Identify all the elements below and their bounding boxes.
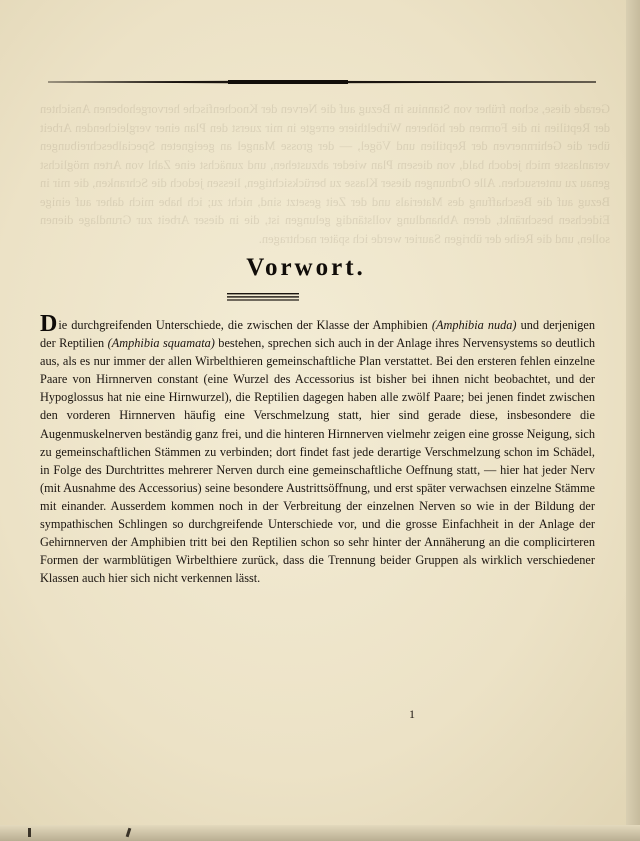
page-number: 1 [409, 707, 415, 721]
body-lead: ie durchgreifenden Unterschiede, die zwischen der Klasse der Amphibien [58, 318, 432, 332]
body-mid: und derjenigen der Reptilien [40, 318, 595, 351]
top-decorative-rule [48, 80, 596, 84]
latin-term-amphibia-nuda: (Amphibia nuda) [431, 318, 517, 332]
drop-cap: D [40, 311, 58, 337]
scan-mark [28, 828, 31, 837]
page-edge-bottom [0, 825, 640, 841]
body-rest: bestehen, sprechen sich auch in der Anlage ihres Nervensystems so deutlich aus, als es nur immer der allen Wirbelthieren gemeinschaftliche Plan verstattet. Bei den ersteren fehlen einzelne Paare von Hirnnerven constant (eine Wurzel des Accessorius ist bisher bei ihnen nicht beobachtet, und der Hypoglossus hat nie eine Hirnwurzel), die Reptilien dagegen haben alle zwölf Paare; bei jenen findet zwischen den vorderen Hirnnerven häufig eine Verschmelzung statt, hier sind gerade diese, insbesondere die Augenmuskelnerven beständig ganz frei, und die hinteren Hirnnerven vielmehr zeigen eine grosse Neigung, sich zu gemeinschaftlichen Stämmen zu verbinden; dort findet fast jede derartige Verschmelzung schon im Schädel, in Folge des Durchtrittes mehrerer Nerven durch eine gemeinschaftliche Oeffnung statt, — hier hat jeder Nerv (mit Ausnahme des Accessorius) seine besondere Austrittsöffnung, und erst später verwachsen einzelne Stämme mit einander. Ausserdem kommen noch in der Verbreitung der einzelnen Nerven so wie in der Bildung der sympathischen Schlingen so durchgreifende Unterschiede vor, und die grosse Einfachheit in der Anlage der Gehirnnerven der Amphibien tritt bei den Reptilien schon so sehr hinter der Annäherung an die complicirteren Formen der warmblütigen Wirbelthiere zurück, dass die Trennung beider Gruppen als wirklich verschiedener Klassen auch hier sich nicht verkennen lässt. [40, 336, 595, 586]
preface-paragraph [40, 311, 595, 587]
page-edge-right [626, 0, 640, 841]
title-double-rule [227, 293, 299, 301]
latin-term-amphibia-squamata: (Amphibia squamata) [107, 336, 215, 351]
page-title: Vorwort. [246, 254, 366, 281]
show-through-text: Gerade diese, schon früher von Stannius in Bezug auf die Nerven der Knochenfische hervorgehobenen Ansichten der Reptilien in die Formen der höheren Wirbelthiere erregte in mir zuerst den Plan einer vergleichenden Arbeit über die Gehirnnerven der Reptilien und Vögel, — der grosse Mangel an geeigneten Specialbeschreibungen veranlasste mich jedoch bald, von diesem Plan wieder abzustehen, und zunächst eine Zahl von Arten möglichst genau zu untersuchen. Alle Ordnungen dieser Klasse zu berücksichtigen, liessen jedoch die Schranken, die mir in Bezug auf die Beschaffung des Materials und der Zeit gesetzt sind, nicht zu; ich habe mich daher auf einige Eidechsen beschränkt, deren Abhandlung vollständig gelungen ist, die in dieser Arbeit zur Grundlage dienen sollen, und die Reihe der übrigen Saurier werde ich später nachtragen. [40, 102, 610, 246]
